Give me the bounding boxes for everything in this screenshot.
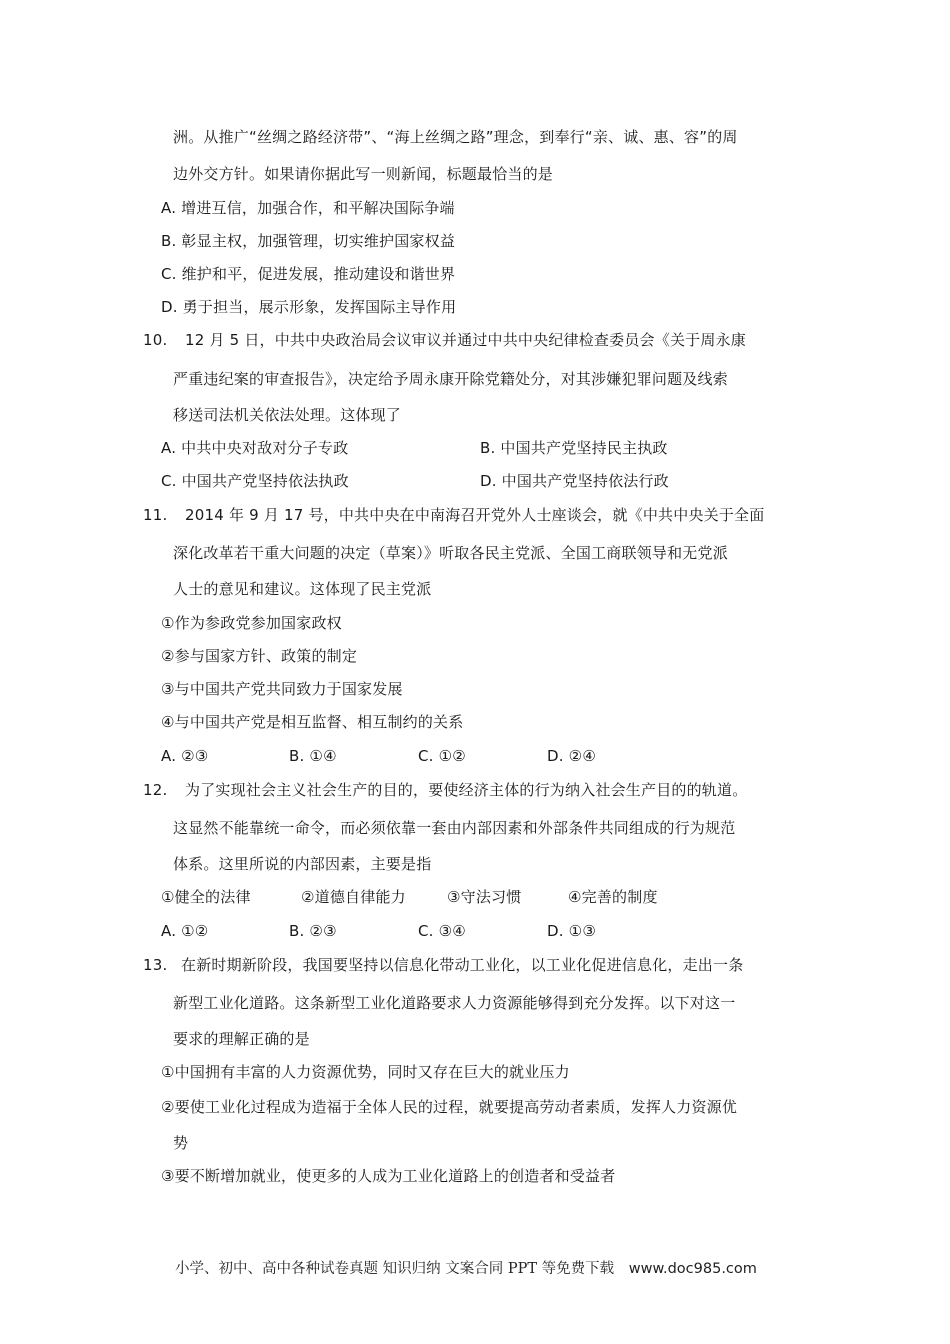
q11-item-4: ④与中国共产党是相互监督、相互制约的关系 bbox=[161, 713, 464, 731]
q12-choice-c: C. ③④ bbox=[418, 922, 466, 940]
q13-stem-line3: 要求的理解正确的是 bbox=[173, 1030, 310, 1048]
q11-stem-line2: 深化改革若干重大问题的决定（草案）》听取各民主党派、全国工商联领导和无党派 bbox=[173, 544, 728, 562]
q10-stem-line3: 移送司法机关依法处理。这体现了 bbox=[173, 406, 402, 424]
page-footer bbox=[175, 1257, 757, 1278]
q13-item-2-line2: 势 bbox=[173, 1134, 189, 1152]
q10-option-d: D. 中国共产党坚持依法行政 bbox=[480, 472, 669, 490]
q12-choice-b: B. ②③ bbox=[289, 922, 337, 940]
q13-item-1: ①中国拥有丰富的人力资源优势，同时又存在巨大的就业压力 bbox=[161, 1063, 570, 1081]
q13-stem-line2: 新型工业化道路。这条新型工业化道路要求人力资源能够得到充分发挥。以下对这一 bbox=[173, 994, 736, 1012]
q9-option-c: C. 维护和平，促进发展，推动建设和谐世界 bbox=[161, 265, 456, 283]
q12-item-3: ③守法习惯 bbox=[447, 888, 522, 906]
q13-item-2-line1: ②要使工业化过程成为造福于全体人民的过程，就要提高劳动者素质，发挥人力资源优 bbox=[161, 1098, 738, 1116]
q11-item-2: ②参与国家方针、政策的制定 bbox=[161, 647, 358, 665]
q12-stem-line3: 体系。这里所说的内部因素，主要是指 bbox=[173, 855, 432, 873]
q10-option-b: B. 中国共产党坚持民主执政 bbox=[480, 439, 668, 457]
q12-choice-d: D. ①③ bbox=[547, 922, 596, 940]
q11-item-3: ③与中国共产党共同致力于国家发展 bbox=[161, 680, 403, 698]
q13-stem-line1: 在新时期新阶段，我国要坚持以信息化带动工业化，以工业化促进信息化，走出一条 bbox=[181, 956, 744, 974]
q12-item-2: ②道德自律能力 bbox=[301, 888, 406, 906]
q13-number: 13. bbox=[143, 956, 168, 974]
q9-option-d: D. 勇于担当，展示形象，发挥国际主导作用 bbox=[161, 298, 457, 316]
q10-stem-line2: 严重违纪案的审查报告》，决定给予周永康开除党籍处分，对其涉嫌犯罪问题及线索 bbox=[173, 370, 728, 388]
q10-stem-line1: 12 月 5 日，中共中央政治局会议审议并通过中共中央纪律检查委员会《关于周永康 bbox=[185, 331, 746, 349]
q11-choice-c: C. ①② bbox=[418, 747, 466, 765]
q9-stem-line1: 洲。从推广“丝绸之路经济带”、“海上丝绸之路”理念，到奉行“亲、诚、惠、容”的周 bbox=[173, 128, 738, 146]
q11-stem-line1: 2014 年 9 月 17 号，中共中央在中南海召开党外人士座谈会，就《中共中央关于全面 bbox=[185, 506, 765, 524]
q11-choice-b: B. ①④ bbox=[289, 747, 337, 765]
footer-text: 小学、初中、高中各种试卷真题 知识归纳 文案合同 PPT 等免费下载 bbox=[175, 1261, 615, 1277]
q9-option-a: A. 增进互信，加强合作，和平解决国际争端 bbox=[161, 199, 455, 217]
q9-option-b: B. 彰显主权，加强管理，切实维护国家权益 bbox=[161, 232, 456, 250]
footer-url[interactable]: www.doc985.com bbox=[628, 1261, 757, 1277]
q12-item-1: ①健全的法律 bbox=[161, 888, 251, 906]
q10-number: 10. bbox=[143, 331, 168, 349]
q12-stem-line1: 为了实现社会主义社会生产的目的，要使经济主体的行为纳入社会生产目的的轨道。 bbox=[185, 781, 748, 799]
q12-choice-a: A. ①② bbox=[161, 922, 209, 940]
q10-option-c: C. 中国共产党坚持依法执政 bbox=[161, 472, 349, 490]
q11-choice-d: D. ②④ bbox=[547, 747, 596, 765]
q11-number: 11. bbox=[143, 506, 168, 524]
q12-number: 12. bbox=[143, 781, 168, 799]
q12-item-4: ④完善的制度 bbox=[568, 888, 658, 906]
q11-choice-a: A. ②③ bbox=[161, 747, 209, 765]
q11-item-1: ①作为参政党参加国家政权 bbox=[161, 614, 342, 632]
q9-stem-line2: 边外交方针。如果请你据此写一则新闻，标题最恰当的是 bbox=[173, 165, 554, 183]
q11-stem-line3: 人士的意见和建议。这体现了民主党派 bbox=[173, 580, 432, 598]
q10-option-a: A. 中共中央对敌对分子专政 bbox=[161, 439, 349, 457]
q12-stem-line2: 这显然不能靠统一命令，而必须依靠一套由内部因素和外部条件共同组成的行为规范 bbox=[173, 819, 736, 837]
q13-item-3: ③要不断增加就业，使更多的人成为工业化道路上的创造者和受益者 bbox=[161, 1167, 616, 1185]
